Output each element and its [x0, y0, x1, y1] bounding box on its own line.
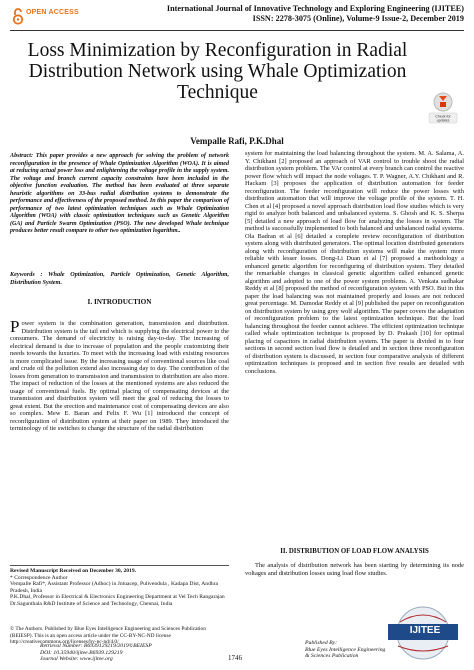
journal-name: International Journal of Innovative Technology and Exploring Engineering (IJITEE)	[166, 4, 464, 13]
introduction-body	[10, 317, 229, 433]
drop-cap: P	[10, 317, 20, 336]
section-2-text: The analysis of distribution network has been starting by determining its node voltages and distribution losses using load flow studies.	[245, 562, 464, 577]
footer-right	[305, 640, 385, 660]
check-for-updates-badge[interactable]	[428, 91, 458, 125]
revised-received: Revised Manuscript Received on December 30, 2019.	[10, 568, 137, 574]
authors: Vempalle Rafi, P.K.Dhal	[190, 136, 284, 146]
author-1-affiliation: Vempalle Rafi*, Assistant Professor (Adhoc) in Jntuacep, Pulivendula , Kadapa Dist, Andhra Pradesh, India	[10, 581, 219, 594]
doi: DOI: 10.35940/ijitee.B6939.129219	[40, 649, 123, 656]
copyright-notice: © The Authors. Published by Blue Eyes Intelligence Engineering and Sciences Publication (BEIESP). This is an open access article under the CC-BY-NC-ND license http://creativecommons.org/licenses/by-nc-nd/4.0/	[10, 626, 206, 646]
author-2-affiliation: P.K.Dhal, Professor in Electrical & Electronics Engineering Department at Vel Tech Rangarajan Dr.Sagunthala R&D Institute of Science and Technology, Chennai, India	[10, 594, 225, 607]
abstract: Abstract: This paper provides a new approach for solving the problem of network reconfiguration in the presence of Whale Optimization Algorithm (WOA). It is aimed at reducing actual power loss and enlightening the voltage profile in the supply system. The voltage and branch current capacity constraints have been included in the objective function evaluation. The method has been evaluated at three separate heuristic algorithms on 33-bus radial distribution systems to demonstrate the performance and effectiveness of the proposed method. In this paper the comparison of performance of two latest optimization techniques such as Whale Optimization Algorithm (WOA) with classic optimization techniques such as Genetic Algorithm (GA) and Particle Swarm Optimization (PSO). The new developed Whale technique produces better result compare to other two optimization logarithm..	[10, 153, 229, 234]
ijitee-logo-text: IJITEE	[409, 625, 441, 636]
publisher-line-1: Blue Eyes Intelligence Engineering	[305, 646, 386, 653]
published-by: Published By:	[305, 640, 338, 646]
introduction-text: ower system is the combination generation, transmission and distribution. Distribution system is the tail end which is supplying the electrical power to the consumers. The demand of electricity is raising day-to-day. The increasing of electrical demand is due to increase of population and the people customizing their needs towards the luxuries. To meet with the increasing load with existing resources is more complicated issue. By the increasing usage of conventional sources like coal and crude oil the pollution extend also increasing day to day. The contribution of the losses from generation to transmission and transmission to distribution are also more. The impact of reduction of the losses at the mentioned systems are also reduced the usage of conventional fuels. By optimal placing of compensating devices at the transmission and distribution system will meet the goal of reducing the losses to great extent. But the erection and maintenance cost of compensating devices are also so complex. Mew E. Baran and Felix F. Wu [1] introduced the concept of reconfiguration of distribution system at their paper on 1989. They introduced the terminology of tie switches to change the structure of the radial distribution	[10, 320, 229, 432]
header-rule	[10, 30, 464, 31]
section-2-body	[245, 562, 464, 577]
check-updates-icon	[428, 91, 458, 125]
open-access-label: OPEN ACCESS	[26, 9, 79, 16]
footer-left	[40, 643, 152, 663]
section-heading-load-flow: II. DISTRIBUTION OF LOAD FLOW ANALYSIS	[280, 548, 429, 555]
issn-line: ISSN: 2278-3075 (Online), Volume-9 Issue-2, December 2019	[252, 14, 464, 23]
journal-website[interactable]: Journal Website: www.ijitee.org	[40, 656, 113, 663]
publisher-line-2: & Sciences Publication	[305, 653, 359, 660]
section-heading-introduction: I. INTRODUCTION	[87, 298, 152, 306]
open-access-logo	[10, 7, 79, 29]
retrieval-number: Retrieval Number: B6939129219/2019©BEIESP	[40, 643, 152, 649]
footnote-rule	[10, 565, 229, 566]
svg-text:Check for: Check for	[435, 114, 451, 119]
keywords: Keywords : Whale Optimization, Particle Optimization, Genetic Algorithm, Distribution System.	[10, 271, 229, 286]
journal-header	[84, 4, 464, 24]
open-lock-icon	[12, 7, 24, 25]
svg-text:updates: updates	[436, 118, 450, 123]
correspondence-note: * Correspondence Author	[10, 574, 68, 581]
manuscript-info	[10, 568, 229, 608]
paper-title: Loss Minimization by Reconfiguration in Radial Distribution Network using Whale Optimization Technique	[27, 40, 408, 103]
right-column-text: system for maintaining the load balancing throughout the system. M. A. Salama, A. Y. Chikhani [2] proposed an approach of VAR control to trouble shoot the radial distribution system problem. The VAr control at every branch can control the reactive power flow which will impact the node voltages. T. P. Wagner, A.Y. Chikhani and R. Hackam [3] proposes the application of distribution automation for feeder reconfiguration. The feeder reconfiguration will reduce the power losses with distribution automation that will improve the voltage profile of the system. T. H. Chen et al [4] proposed a novel approach distribution load flow studies which is very rigid to analyze both balanced and unbalanced systems. S. Ghosh and K. S. Sherpa [5] detailed a new approach of load flow for analyzing the losses in system. The method is successfully implemented to both balanced and unbalanced radial systems. Ola Badran et al [6] detailed a complete review reconfiguration of distribution system along with distributed generators. The optimal location distributed generators along with reconfiguration of distribution systems will make the system more reliable with lesser losses. Dong-Li Duan et al [7] proposed a methodology a enhanced genetic algorithm for reconfiguring of distribution system. They detailed the remarkable changes in classical genetic algorithm called enhanced genetic algorithm and adopted to one of the power system problems. A. Venkata sudhakar Reddy et al [8] proposed the method of reconfiguration system with PSO. But in this paper the load balancing was not maintained properly and losses are not reduced great percentage. M. Damodar Reddy et al [9] published the paper on reconfiguration on distribution system by using grey wolf algorithm. The paper covers the adaptation of reconfiguration problem to the latest optimization technique. But the load balancing throughout the feeder cannot achieve. The efficient optimization technique called whale optimization technique is proposed by D. Prakash [10] for optimal placing of capacitors in radial distribution system. The paper is divided in to four sections in second section load flow is detailed and in section three reconfiguration of distribution system is discussed, in section four comparative analysis of different optimization techniques is proposed and in section five results are detailed with conclusions.	[245, 150, 464, 375]
page-number: 1746	[228, 654, 242, 662]
